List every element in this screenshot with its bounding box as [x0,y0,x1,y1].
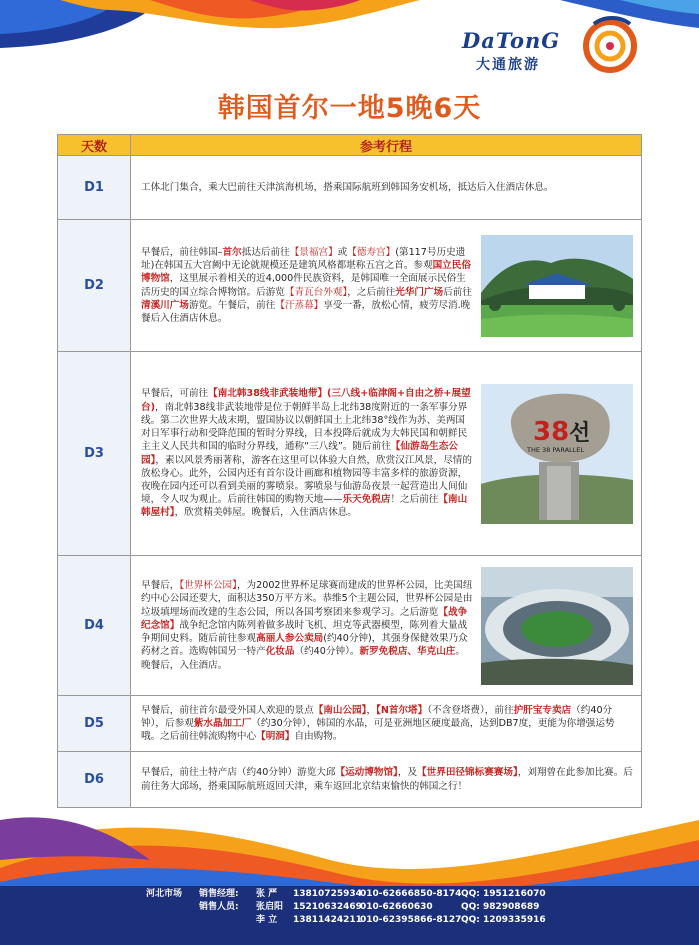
monument-caption-text: THE 38 PARALLEL [527,445,584,454]
plain-text: ，这里展示着相关的近4,000件民族资料，是韩国唯一全面展示民俗生活历史的国立综合博物馆。后游览 [141,273,466,298]
highlight-text: 乐天免税店 [342,494,391,506]
plain-text: 后前往 [443,286,472,298]
day-label: D5 [58,696,131,752]
contact-row [0,914,699,927]
contact-role: 销售经理: [199,889,239,899]
table-row [58,220,642,352]
highlight-text: 紫水晶加工厂 [193,717,252,729]
highlight-text: 【N首尔塔】 [376,704,428,716]
plain-text: （不含登塔费），前往 [427,704,514,716]
contact-row [0,888,699,901]
brand-logo [462,14,642,76]
highlight-text: 【明洞】 [256,731,295,743]
highlight-text: 【南山韩屋村】 [141,494,468,519]
contact-qq: 1951216070 [483,889,546,899]
bracket-text: 【青瓦台外观】 [284,286,348,298]
plain-text: ，素以风景秀丽著称，游客在这里可以体验大自然，欣赏汉江风景，尽情的放松身心。此外，公园内还有首尔设计画廊和植物园等丰富多样的旅游资源，夜晚在园内还可以看到美丽的雾喷泉。雾喷泉与仙游岛夜景一起营造出人间仙境，令人叹为观止。后前往韩国的购物天地—— [141,454,472,506]
plain-text: ，之后前往 [347,286,396,298]
table-header-row [58,135,642,156]
table-row [58,352,642,556]
bracket-text: 【德寿宫】 [347,246,396,258]
plain-text: 工体北门集合，乘大巴前往天津滨海机场，搭乘国际航班到韩国务安机场，抵达后入住酒店休息。 [141,181,554,193]
bracket-text: 【世界杯公园】 [179,580,237,592]
day-description [141,766,633,792]
brand-swirl-icon [580,14,640,74]
day-label: D2 [58,220,131,352]
highlight-text: 护肝宝专卖店 [513,704,572,716]
plain-text: (约40分钟)，其强身保健效果乃众药材之首。选购韩国另一特产 [141,633,468,658]
contact-name: 张 严 [256,889,278,899]
contact-row [0,901,699,914]
highlight-text: 【世界田径锦标赛赛场】 [417,767,518,779]
contact-qq-label: QQ: [461,915,480,925]
highlight-text: 新罗免税店、华克山庄 [359,646,456,658]
plain-text: （约40分钟），后参观 [141,704,613,729]
world-cup-stadium-photo [481,567,633,685]
day-label: D4 [58,556,131,696]
table-row [58,696,642,752]
highlight-text: 【运动博物馆】 [335,767,398,779]
contact-qq: 1209335916 [483,915,546,925]
contact-name: 李 立 [256,915,278,925]
bracket-text: 【汗蒸幕】 [275,299,324,311]
plain-text: 自由购物。 [294,731,343,743]
plain-text: ，南北韩38线非武装地带是位于朝鲜半岛上北纬38度附近的一条军事分界线。第二次世界大战末期，盟国协议以朝鲜国土上北纬38°线作为苏、美两国对日军事行动和受降范围的暂时分界线，日本投降后就成为大韩民国和朝鲜民主主义人民共和国的临时分界线，通称“三八线”。随后前往 [141,401,468,453]
contact-mobile: 13810725934 [293,889,362,899]
38-parallel-monument-photo [481,384,633,524]
plain-text: 战争纪念馆内陈列着做多战时飞机、坦克等武器模型，陈列着大量战争期间史料。随后前往参观 [141,619,468,645]
day-description [141,387,473,519]
plain-text: （约30分钟），韩国的水晶，可是亚洲地区硬度最高，达到DB7度，更能为你增强运势哦。之后前往韩流购物中心 [141,717,615,743]
table-row [58,556,642,696]
plain-text: 抵达后前往 [241,246,290,258]
plain-text: ，为2002世界杯足球赛而建成的世界杯公园，比美国纽约中心公园还要大，面积达350万平方米。恭维5个主题公园，世界杯公园是由垃圾填埋场而改建的生态公园，所以各国考察团来参观学习。之后游览 [141,580,473,618]
itinerary-table [57,134,642,808]
contact-tel: 010-62395866-8127 [360,915,462,925]
brand-name-cn: 大通旅游 [476,57,540,73]
plain-text: 早餐后，可前往 [141,388,209,400]
day-description [141,579,473,671]
highlight-text: 高丽人参公卖局 [256,633,324,645]
plain-text: 早餐后，前往首尔最受外国人欢迎的景点 [141,704,314,716]
table-row [58,156,642,220]
contact-tel: 010-62660630 [360,902,433,912]
contact-mobile: 15210632469 [293,902,362,912]
highlight-text: 国立民俗博物馆 [141,260,471,285]
contact-qq-label: QQ: [461,902,480,912]
day-description [141,246,473,325]
contact-name: 张启阳 [256,902,284,912]
plain-text: ，刘翔曾在此参加比赛。后前往务大邱场，搭乘国际航班返回天津，乘车返回北京结束愉快的韩国之行！ [141,767,633,792]
plain-text: 早餐后， [141,580,180,592]
day-description [141,181,633,194]
highlight-text: 首尔 [222,246,242,258]
contact-qq-label: QQ: [461,889,480,899]
contact-mobile: 13811424211 [293,915,362,925]
highlight-text: 【南北韩38线非武装地带】(三八线+临津阁+自由之桥+展望台) [141,388,471,413]
contact-tel: 010-62666850-8174 [360,889,462,899]
plain-text: 游览。午餐后，前往 [188,299,276,311]
highlight-text: 【战争纪念馆】 [141,606,468,631]
contact-qq: 982908689 [483,902,540,912]
plain-text: 或 [337,246,348,258]
contact-role: 销售人员: [199,902,239,912]
header-day: 天数 [58,135,131,156]
blue-house-photo [481,235,633,337]
day-label: D6 [58,752,131,808]
plain-text: 早餐后，前往土特产店（约40分钟）游览大邱 [141,767,336,779]
day-label: D1 [58,156,131,220]
plain-text: ，欣赏精美韩屋。晚餐后，入住酒店休息。 [174,507,357,519]
day-description [141,704,633,744]
day-label: D3 [58,352,131,556]
monument-hangul-text: 선 [569,420,591,446]
plain-text: （约40分钟）。 [294,646,360,658]
plain-text: 早餐后，前往韩国– [141,246,223,258]
highlight-text: 【仙游岛生态公园】 [141,441,458,466]
highlight-text: 化妆品 [265,646,295,658]
plain-text: ，及 [397,767,418,779]
plain-text: ！之后前往 [390,494,439,506]
brand-name-en: DaTonG [462,28,561,53]
plain-text: 享受一番，放松心情，疲劳尽消.晚餐后入住酒店休息。 [141,299,471,324]
contact-region: 河北市场 [146,889,183,899]
bracket-text: 【景福宫】 [289,246,338,258]
highlight-text: 光华门广场 [395,286,444,298]
highlight-text: 清溪川广场 [141,299,189,311]
highlight-text: 【南山公园】 [313,704,367,716]
plain-text: ， [366,704,377,716]
page-title: 韩国首尔一地5晚6天 [217,93,482,124]
monument-big-text: 38 [533,416,570,447]
plain-text: (第117号历史遗址)在韩国五大宫阙中无论就规模还是建筑风格都堪称五宫之首。参观 [141,246,466,272]
header-itinerary: 参考行程 [131,135,642,156]
plain-text: 。晚餐后，入住酒店。 [141,646,466,671]
